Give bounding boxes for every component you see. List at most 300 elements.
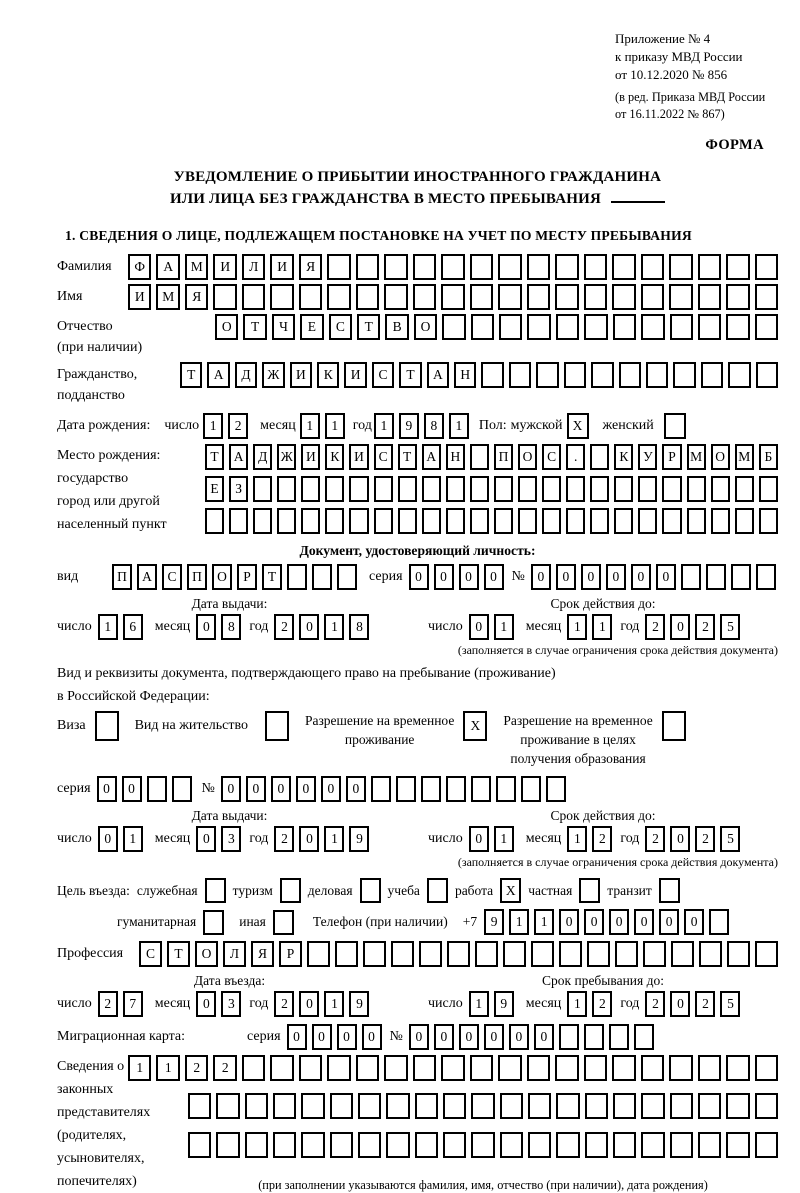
char-cell[interactable]: Т: [205, 444, 224, 470]
char-cell[interactable]: 1: [494, 826, 514, 852]
char-cell[interactable]: С: [139, 941, 162, 967]
char-cell[interactable]: [646, 362, 668, 388]
char-cell[interactable]: [441, 254, 464, 280]
char-cell[interactable]: Л: [242, 254, 265, 280]
char-cell[interactable]: [386, 1093, 409, 1119]
char-cell[interactable]: 1: [509, 909, 529, 935]
purpose-study-checkbox[interactable]: [427, 878, 448, 903]
char-cell[interactable]: 5: [720, 991, 740, 1017]
char-cell[interactable]: 0: [609, 909, 629, 935]
char-cell[interactable]: [312, 564, 332, 590]
char-cell[interactable]: [711, 508, 730, 534]
char-cell[interactable]: 0: [299, 991, 319, 1017]
char-cell[interactable]: [521, 776, 541, 802]
char-cell[interactable]: [498, 254, 521, 280]
char-cell[interactable]: 2: [274, 991, 294, 1017]
char-cell[interactable]: Р: [237, 564, 257, 590]
char-cell[interactable]: [726, 284, 749, 310]
char-cell[interactable]: И: [290, 362, 312, 388]
char-cell[interactable]: 2: [274, 614, 294, 640]
purpose-official-checkbox[interactable]: [205, 878, 226, 903]
char-cell[interactable]: [590, 476, 609, 502]
char-cell[interactable]: 0: [459, 1024, 479, 1050]
char-cell[interactable]: П: [112, 564, 132, 590]
char-cell[interactable]: [330, 1093, 353, 1119]
char-cell[interactable]: [391, 941, 414, 967]
char-cell[interactable]: [698, 1132, 721, 1158]
char-cell[interactable]: 0: [634, 909, 654, 935]
char-cell[interactable]: [671, 941, 694, 967]
char-cell[interactable]: 1: [374, 413, 394, 439]
char-cell[interactable]: К: [317, 362, 339, 388]
char-cell[interactable]: [584, 314, 607, 340]
char-cell[interactable]: [681, 564, 701, 590]
char-cell[interactable]: Е: [300, 314, 323, 340]
char-cell[interactable]: [584, 254, 607, 280]
char-cell[interactable]: [687, 508, 706, 534]
char-cell[interactable]: Н: [446, 444, 465, 470]
char-cell[interactable]: 2: [695, 614, 715, 640]
char-cell[interactable]: О: [711, 444, 730, 470]
char-cell[interactable]: 0: [337, 1024, 357, 1050]
char-cell[interactable]: [559, 941, 582, 967]
char-cell[interactable]: [613, 1093, 636, 1119]
char-cell[interactable]: 1: [449, 413, 469, 439]
char-cell[interactable]: [253, 508, 272, 534]
char-cell[interactable]: [566, 476, 585, 502]
char-cell[interactable]: [301, 1132, 324, 1158]
char-cell[interactable]: 0: [670, 614, 690, 640]
char-cell[interactable]: 0: [409, 564, 429, 590]
char-cell[interactable]: 8: [349, 614, 369, 640]
char-cell[interactable]: О: [518, 444, 537, 470]
char-cell[interactable]: С: [542, 444, 561, 470]
char-cell[interactable]: [670, 1093, 693, 1119]
char-cell[interactable]: [470, 444, 489, 470]
char-cell[interactable]: Т: [399, 362, 421, 388]
char-cell[interactable]: 5: [720, 614, 740, 640]
char-cell[interactable]: [614, 476, 633, 502]
char-cell[interactable]: [755, 941, 778, 967]
char-cell[interactable]: [731, 564, 751, 590]
char-cell[interactable]: [374, 508, 393, 534]
char-cell[interactable]: 0: [469, 614, 489, 640]
char-cell[interactable]: 0: [321, 776, 341, 802]
char-cell[interactable]: [446, 508, 465, 534]
char-cell[interactable]: 1: [203, 413, 223, 439]
char-cell[interactable]: [698, 254, 721, 280]
char-cell[interactable]: [330, 1132, 353, 1158]
char-cell[interactable]: М: [735, 444, 754, 470]
char-cell[interactable]: [641, 254, 664, 280]
char-cell[interactable]: [735, 476, 754, 502]
char-cell[interactable]: 0: [346, 776, 366, 802]
char-cell[interactable]: [735, 508, 754, 534]
char-cell[interactable]: [147, 776, 167, 802]
char-cell[interactable]: [612, 254, 635, 280]
char-cell[interactable]: М: [185, 254, 208, 280]
char-cell[interactable]: Ж: [262, 362, 284, 388]
char-cell[interactable]: 9: [484, 909, 504, 935]
char-cell[interactable]: [614, 508, 633, 534]
char-cell[interactable]: [555, 254, 578, 280]
char-cell[interactable]: [531, 941, 554, 967]
char-cell[interactable]: [242, 284, 265, 310]
char-cell[interactable]: [542, 476, 561, 502]
char-cell[interactable]: 0: [631, 564, 651, 590]
char-cell[interactable]: [396, 776, 416, 802]
char-cell[interactable]: [188, 1132, 211, 1158]
char-cell[interactable]: [188, 1093, 211, 1119]
char-cell[interactable]: [503, 941, 526, 967]
char-cell[interactable]: [590, 444, 609, 470]
char-cell[interactable]: [755, 1093, 778, 1119]
char-cell[interactable]: [669, 1055, 692, 1081]
char-cell[interactable]: [299, 1055, 322, 1081]
char-cell[interactable]: У: [638, 444, 657, 470]
char-cell[interactable]: Н: [454, 362, 476, 388]
residence-permit-checkbox[interactable]: [265, 711, 289, 741]
char-cell[interactable]: Ч: [272, 314, 295, 340]
char-cell[interactable]: [641, 1055, 664, 1081]
char-cell[interactable]: [500, 1093, 523, 1119]
char-cell[interactable]: [335, 941, 358, 967]
char-cell[interactable]: 1: [494, 614, 514, 640]
char-cell[interactable]: 0: [656, 564, 676, 590]
char-cell[interactable]: 9: [399, 413, 419, 439]
char-cell[interactable]: [470, 508, 489, 534]
char-cell[interactable]: [421, 776, 441, 802]
purpose-tourism-checkbox[interactable]: [280, 878, 301, 903]
char-cell[interactable]: [584, 284, 607, 310]
char-cell[interactable]: 6: [123, 614, 143, 640]
char-cell[interactable]: 2: [592, 991, 612, 1017]
char-cell[interactable]: [398, 476, 417, 502]
purpose-humanitarian-checkbox[interactable]: [203, 910, 224, 935]
char-cell[interactable]: 9: [494, 991, 514, 1017]
char-cell[interactable]: [415, 1093, 438, 1119]
char-cell[interactable]: [413, 1055, 436, 1081]
char-cell[interactable]: [299, 284, 322, 310]
char-cell[interactable]: [470, 476, 489, 502]
char-cell[interactable]: 0: [98, 826, 118, 852]
char-cell[interactable]: [205, 508, 224, 534]
char-cell[interactable]: [356, 254, 379, 280]
char-cell[interactable]: [528, 1093, 551, 1119]
char-cell[interactable]: [609, 1024, 629, 1050]
char-cell[interactable]: [422, 508, 441, 534]
char-cell[interactable]: Т: [180, 362, 202, 388]
char-cell[interactable]: [755, 314, 778, 340]
char-cell[interactable]: [470, 254, 493, 280]
char-cell[interactable]: [499, 314, 522, 340]
char-cell[interactable]: [612, 284, 635, 310]
char-cell[interactable]: 0: [299, 826, 319, 852]
char-cell[interactable]: [641, 1093, 664, 1119]
char-cell[interactable]: [556, 1132, 579, 1158]
char-cell[interactable]: М: [156, 284, 179, 310]
char-cell[interactable]: [638, 508, 657, 534]
char-cell[interactable]: 0: [312, 1024, 332, 1050]
char-cell[interactable]: 2: [695, 991, 715, 1017]
char-cell[interactable]: Я: [299, 254, 322, 280]
char-cell[interactable]: [591, 362, 613, 388]
char-cell[interactable]: [669, 254, 692, 280]
sex-male-checkbox[interactable]: X: [567, 413, 589, 439]
char-cell[interactable]: [687, 476, 706, 502]
char-cell[interactable]: [356, 284, 379, 310]
char-cell[interactable]: [555, 284, 578, 310]
char-cell[interactable]: 1: [567, 826, 587, 852]
char-cell[interactable]: 2: [645, 991, 665, 1017]
char-cell[interactable]: [277, 476, 296, 502]
char-cell[interactable]: 2: [185, 1055, 208, 1081]
char-cell[interactable]: 0: [484, 564, 504, 590]
char-cell[interactable]: [727, 941, 750, 967]
char-cell[interactable]: Я: [251, 941, 274, 967]
char-cell[interactable]: 0: [122, 776, 142, 802]
char-cell[interactable]: 5: [720, 826, 740, 852]
char-cell[interactable]: [698, 314, 721, 340]
char-cell[interactable]: [726, 1093, 749, 1119]
char-cell[interactable]: [494, 476, 513, 502]
char-cell[interactable]: 0: [221, 776, 241, 802]
char-cell[interactable]: 1: [300, 413, 320, 439]
char-cell[interactable]: [447, 941, 470, 967]
char-cell[interactable]: [585, 1132, 608, 1158]
char-cell[interactable]: 9: [349, 826, 369, 852]
char-cell[interactable]: В: [385, 314, 408, 340]
char-cell[interactable]: 1: [592, 614, 612, 640]
char-cell[interactable]: [613, 314, 636, 340]
char-cell[interactable]: [229, 508, 248, 534]
char-cell[interactable]: И: [270, 254, 293, 280]
char-cell[interactable]: Я: [185, 284, 208, 310]
char-cell[interactable]: 1: [98, 614, 118, 640]
char-cell[interactable]: И: [301, 444, 320, 470]
char-cell[interactable]: [443, 1132, 466, 1158]
char-cell[interactable]: [337, 564, 357, 590]
char-cell[interactable]: Т: [167, 941, 190, 967]
char-cell[interactable]: А: [422, 444, 441, 470]
char-cell[interactable]: 1: [324, 614, 344, 640]
char-cell[interactable]: 0: [434, 564, 454, 590]
char-cell[interactable]: [349, 476, 368, 502]
char-cell[interactable]: 3: [221, 991, 241, 1017]
char-cell[interactable]: П: [494, 444, 513, 470]
char-cell[interactable]: 1: [128, 1055, 151, 1081]
char-cell[interactable]: 0: [584, 909, 604, 935]
char-cell[interactable]: [470, 1055, 493, 1081]
char-cell[interactable]: [471, 1132, 494, 1158]
char-cell[interactable]: 7: [123, 991, 143, 1017]
char-cell[interactable]: [641, 284, 664, 310]
char-cell[interactable]: [498, 284, 521, 310]
char-cell[interactable]: [527, 1055, 550, 1081]
char-cell[interactable]: [441, 284, 464, 310]
char-cell[interactable]: З: [229, 476, 248, 502]
temp-residence-education-checkbox[interactable]: [662, 711, 686, 741]
char-cell[interactable]: [253, 476, 272, 502]
char-cell[interactable]: [612, 1055, 635, 1081]
char-cell[interactable]: 1: [567, 614, 587, 640]
char-cell[interactable]: [755, 1055, 778, 1081]
char-cell[interactable]: М: [687, 444, 706, 470]
char-cell[interactable]: 0: [670, 991, 690, 1017]
char-cell[interactable]: [384, 254, 407, 280]
char-cell[interactable]: [500, 1132, 523, 1158]
char-cell[interactable]: [641, 314, 664, 340]
char-cell[interactable]: 0: [434, 1024, 454, 1050]
char-cell[interactable]: [413, 254, 436, 280]
char-cell[interactable]: [446, 476, 465, 502]
char-cell[interactable]: [301, 1093, 324, 1119]
char-cell[interactable]: 0: [556, 564, 576, 590]
char-cell[interactable]: 8: [221, 614, 241, 640]
char-cell[interactable]: [634, 1024, 654, 1050]
char-cell[interactable]: [481, 362, 503, 388]
char-cell[interactable]: [441, 1055, 464, 1081]
char-cell[interactable]: И: [213, 254, 236, 280]
char-cell[interactable]: Д: [253, 444, 272, 470]
char-cell[interactable]: [349, 508, 368, 534]
temp-residence-checkbox[interactable]: X: [463, 711, 487, 741]
char-cell[interactable]: И: [344, 362, 366, 388]
char-cell[interactable]: [559, 1024, 579, 1050]
char-cell[interactable]: [756, 564, 776, 590]
char-cell[interactable]: [301, 476, 320, 502]
char-cell[interactable]: 0: [196, 991, 216, 1017]
char-cell[interactable]: О: [414, 314, 437, 340]
char-cell[interactable]: 0: [97, 776, 117, 802]
char-cell[interactable]: [384, 1055, 407, 1081]
char-cell[interactable]: 0: [606, 564, 626, 590]
char-cell[interactable]: Б: [759, 444, 778, 470]
char-cell[interactable]: [419, 941, 442, 967]
char-cell[interactable]: [555, 1055, 578, 1081]
char-cell[interactable]: 2: [98, 991, 118, 1017]
char-cell[interactable]: 0: [287, 1024, 307, 1050]
char-cell[interactable]: [270, 284, 293, 310]
char-cell[interactable]: С: [374, 444, 393, 470]
char-cell[interactable]: [325, 508, 344, 534]
char-cell[interactable]: 2: [213, 1055, 236, 1081]
char-cell[interactable]: [327, 284, 350, 310]
char-cell[interactable]: 1: [324, 826, 344, 852]
char-cell[interactable]: [172, 776, 192, 802]
char-cell[interactable]: Т: [243, 314, 266, 340]
char-cell[interactable]: [556, 1093, 579, 1119]
char-cell[interactable]: А: [229, 444, 248, 470]
char-cell[interactable]: [356, 1055, 379, 1081]
char-cell[interactable]: [509, 362, 531, 388]
char-cell[interactable]: [518, 508, 537, 534]
char-cell[interactable]: 3: [221, 826, 241, 852]
char-cell[interactable]: [358, 1132, 381, 1158]
char-cell[interactable]: [216, 1132, 239, 1158]
char-cell[interactable]: П: [187, 564, 207, 590]
purpose-other-checkbox[interactable]: [273, 910, 294, 935]
char-cell[interactable]: [301, 508, 320, 534]
char-cell[interactable]: 2: [645, 826, 665, 852]
purpose-business-checkbox[interactable]: [360, 878, 381, 903]
char-cell[interactable]: [673, 362, 695, 388]
char-cell[interactable]: [662, 508, 681, 534]
char-cell[interactable]: 0: [362, 1024, 382, 1050]
char-cell[interactable]: [619, 362, 641, 388]
char-cell[interactable]: [726, 1132, 749, 1158]
char-cell[interactable]: 1: [325, 413, 345, 439]
char-cell[interactable]: К: [614, 444, 633, 470]
char-cell[interactable]: 0: [559, 909, 579, 935]
char-cell[interactable]: [413, 284, 436, 310]
char-cell[interactable]: [470, 284, 493, 310]
char-cell[interactable]: [527, 284, 550, 310]
visa-checkbox[interactable]: [95, 711, 119, 741]
char-cell[interactable]: 2: [645, 614, 665, 640]
char-cell[interactable]: [536, 362, 558, 388]
char-cell[interactable]: [701, 362, 723, 388]
char-cell[interactable]: [358, 1093, 381, 1119]
char-cell[interactable]: 0: [534, 1024, 554, 1050]
char-cell[interactable]: И: [349, 444, 368, 470]
char-cell[interactable]: Ф: [128, 254, 151, 280]
char-cell[interactable]: [542, 508, 561, 534]
char-cell[interactable]: 1: [567, 991, 587, 1017]
char-cell[interactable]: 0: [196, 826, 216, 852]
char-cell[interactable]: Л: [223, 941, 246, 967]
char-cell[interactable]: [327, 1055, 350, 1081]
char-cell[interactable]: [273, 1093, 296, 1119]
char-cell[interactable]: 0: [459, 564, 479, 590]
char-cell[interactable]: [755, 1132, 778, 1158]
char-cell[interactable]: [442, 314, 465, 340]
char-cell[interactable]: 0: [670, 826, 690, 852]
char-cell[interactable]: [422, 476, 441, 502]
char-cell[interactable]: 0: [271, 776, 291, 802]
char-cell[interactable]: [699, 941, 722, 967]
char-cell[interactable]: 2: [592, 826, 612, 852]
char-cell[interactable]: [307, 941, 330, 967]
char-cell[interactable]: [728, 362, 750, 388]
char-cell[interactable]: [374, 476, 393, 502]
char-cell[interactable]: А: [156, 254, 179, 280]
char-cell[interactable]: [494, 508, 513, 534]
char-cell[interactable]: [528, 1132, 551, 1158]
char-cell[interactable]: [726, 314, 749, 340]
char-cell[interactable]: [755, 254, 778, 280]
char-cell[interactable]: [587, 941, 610, 967]
char-cell[interactable]: [726, 1055, 749, 1081]
char-cell[interactable]: [759, 476, 778, 502]
char-cell[interactable]: [518, 476, 537, 502]
char-cell[interactable]: [566, 508, 585, 534]
char-cell[interactable]: [443, 1093, 466, 1119]
char-cell[interactable]: [498, 1055, 521, 1081]
char-cell[interactable]: [638, 476, 657, 502]
char-cell[interactable]: [662, 476, 681, 502]
char-cell[interactable]: 0: [484, 1024, 504, 1050]
char-cell[interactable]: [755, 284, 778, 310]
sex-female-checkbox[interactable]: [664, 413, 686, 439]
char-cell[interactable]: [670, 1132, 693, 1158]
char-cell[interactable]: [446, 776, 466, 802]
char-cell[interactable]: Т: [262, 564, 282, 590]
char-cell[interactable]: [242, 1055, 265, 1081]
char-cell[interactable]: [287, 564, 307, 590]
char-cell[interactable]: Д: [235, 362, 257, 388]
char-cell[interactable]: 1: [123, 826, 143, 852]
